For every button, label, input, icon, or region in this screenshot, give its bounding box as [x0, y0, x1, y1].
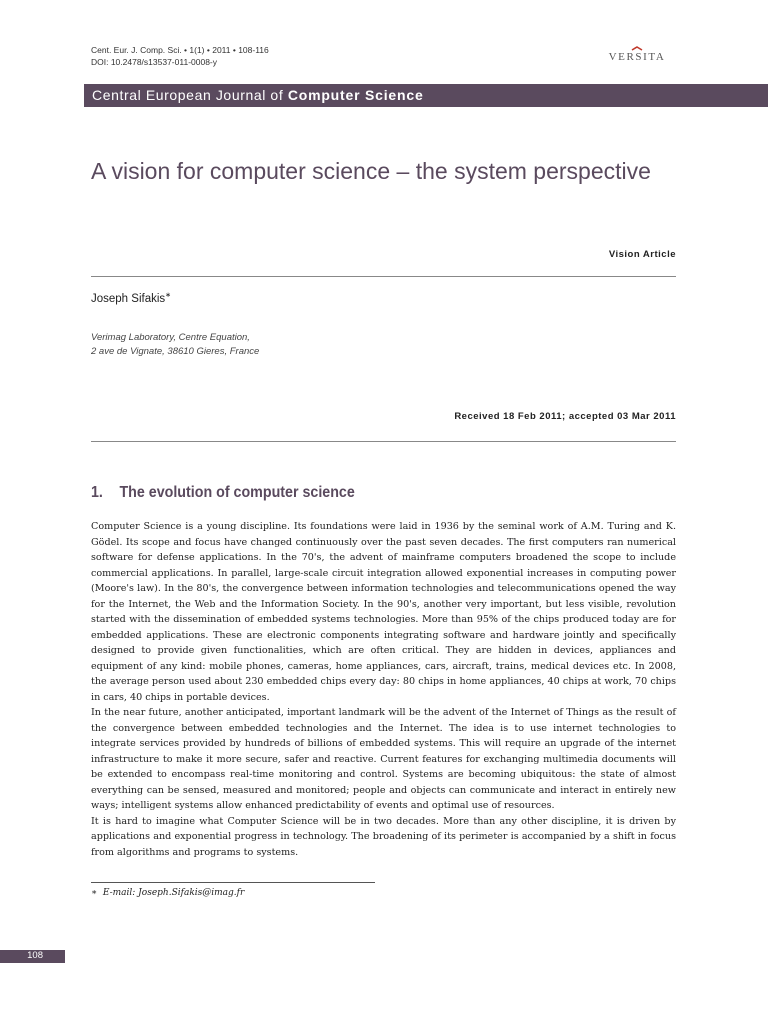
body-text	[91, 519, 676, 860]
section-title: The evolution of computer science	[119, 484, 355, 501]
paragraph: It is hard to imagine what Computer Science will be in two decades. More than any other discipline, it is driven by applications and exponential progress in technology. The broadening of its perimeter is accompanied by a shift in focus from algorithms and programs to systems.	[91, 815, 676, 858]
section-heading	[91, 484, 355, 502]
citation-line: Cent. Eur. J. Comp. Sci. • 1(1) • 2011 • 108-116	[91, 45, 269, 55]
journal-prefix: Central European Journal of	[92, 87, 288, 103]
affiliation	[91, 331, 259, 359]
section-number: 1.	[91, 484, 103, 501]
received-dates: Received 18 Feb 2011; accepted 03 Mar 2011	[454, 411, 676, 422]
affiliation-line: Verimag Laboratory, Centre Equation,	[91, 332, 250, 343]
author	[91, 291, 171, 305]
page-number: 108	[27, 950, 43, 961]
publisher-logo	[604, 46, 670, 66]
author-mark: ∗	[165, 292, 172, 299]
footnote	[91, 888, 244, 898]
footnote-mark: ∗	[91, 888, 98, 898]
divider	[91, 276, 676, 277]
paragraph: In the near future, another anticipated, important landmark will be the advent of the Internet of Things as the result of the convergence between embedded technologies and the Internet. The idea is to use internet technologies to integrate services provided by hundreds of billions of embedded systems. This will require an upgrade of the internet infrastructure to make it more secure, safer and reactive. Current features for exchanging multimedia documents will be extended to encompass real-time monitoring and control. Systems are becoming ubiquitous: the state of almost everything can be sensed, measured and monitored; people and objects can communicate and interact in entirely new ways; intelligent systems allow enhanced predictability of events and optimal use of resources.	[91, 707, 676, 811]
author-name: Joseph Sifakis	[91, 292, 166, 305]
citation-block	[91, 44, 269, 68]
journal-subject: Computer Science	[287, 87, 424, 103]
doi-line: DOI: 10.2478/s13537-011-0008-y	[91, 57, 218, 67]
page-number-tab	[0, 950, 65, 963]
article-title: A vision for computer science – the system perspective	[91, 158, 651, 184]
affiliation-line: 2 ave de Vignate, 38610 Gieres, France	[91, 346, 260, 357]
paragraph: Computer Science is a young discipline. Its foundations were laid in 1936 by the seminal work of A.M. Turing and K. Gödel. Its scope and focus have changed continuously over the past seven decades. The first computers ran numerical software for defense applications. In the 70's, the advent of mainframe computers broadened the scope to include commercial applications. In parallel, large-scale circuit integration allowed exponential increases in computing power (Moore's law). In the 80's, the convergence between information technologies and telecommunications opened the way for the Internet, the Web and the Information Society. In the 90's, another very important, but less visible, revolution started with the dissemination of embedded systems technologies. More than 95% of the chips produced today are for embedded applications. These are electronic components integrating software and hardware jointly and specifically designed to provide given functionalities, which are often critical. They are hidden in devices, appliances and equipment of any kind: mobile phones, cameras, home appliances, cars, aircraft, trains, medical devices etc. In 2008, the average person used about 230 embedded chips every day: 80 chips in home appliances, 40 chips at work, 70 chips in cars, 40 chips in portable devices.	[91, 521, 676, 703]
logo-wordmark: VERSITA	[608, 51, 666, 63]
footnote-text: E-mail: Joseph.Sifakis@imag.fr	[102, 888, 245, 898]
divider	[91, 441, 676, 442]
footnote-divider	[91, 882, 375, 883]
journal-banner	[84, 84, 768, 107]
article-type: Vision Article	[608, 249, 676, 260]
